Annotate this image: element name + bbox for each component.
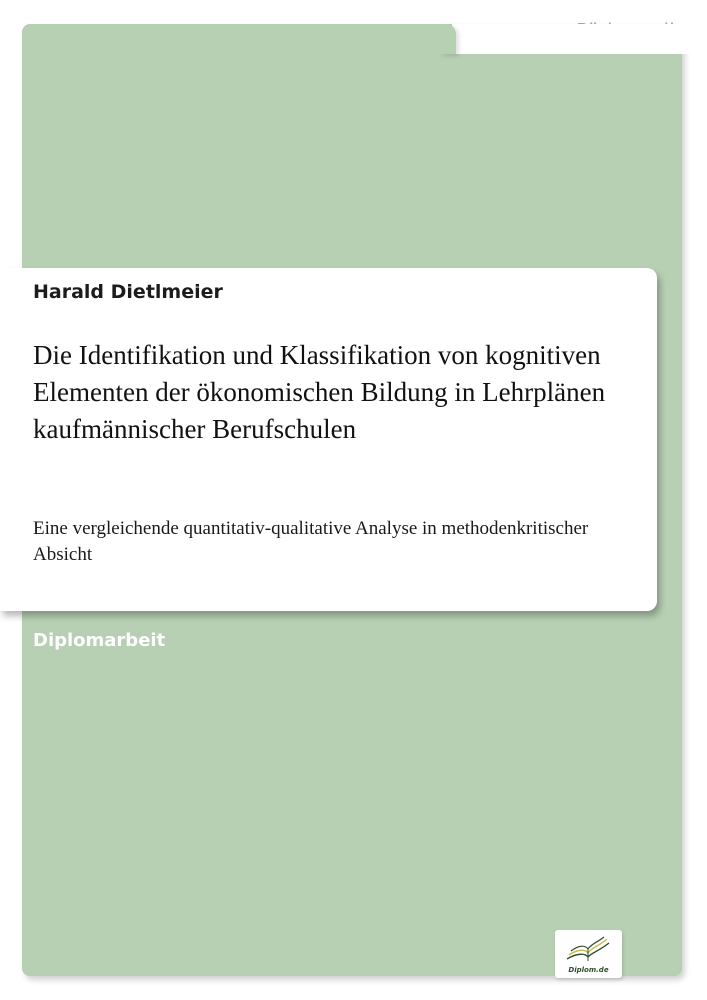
- publisher-logo: [555, 930, 622, 978]
- open-book-icon: [563, 935, 613, 965]
- tab-corner: [440, 24, 456, 54]
- tab-notch: [452, 24, 692, 54]
- publisher-logo-text: Diplom.de: [568, 966, 609, 974]
- book-title: Die Identifikation und Klassifikation von kognitiven Elementen der ökonomischen Bildung in Lehrplänen kaufmännischer Berufschulen: [33, 340, 606, 444]
- document-type-label: Diplomarbeit: [33, 630, 166, 651]
- author-name: Harald Dietlmeier: [33, 281, 223, 303]
- book-subtitle: Eine vergleichende quantitativ-qualitative Analyse in methodenkritischer Absicht: [33, 518, 589, 565]
